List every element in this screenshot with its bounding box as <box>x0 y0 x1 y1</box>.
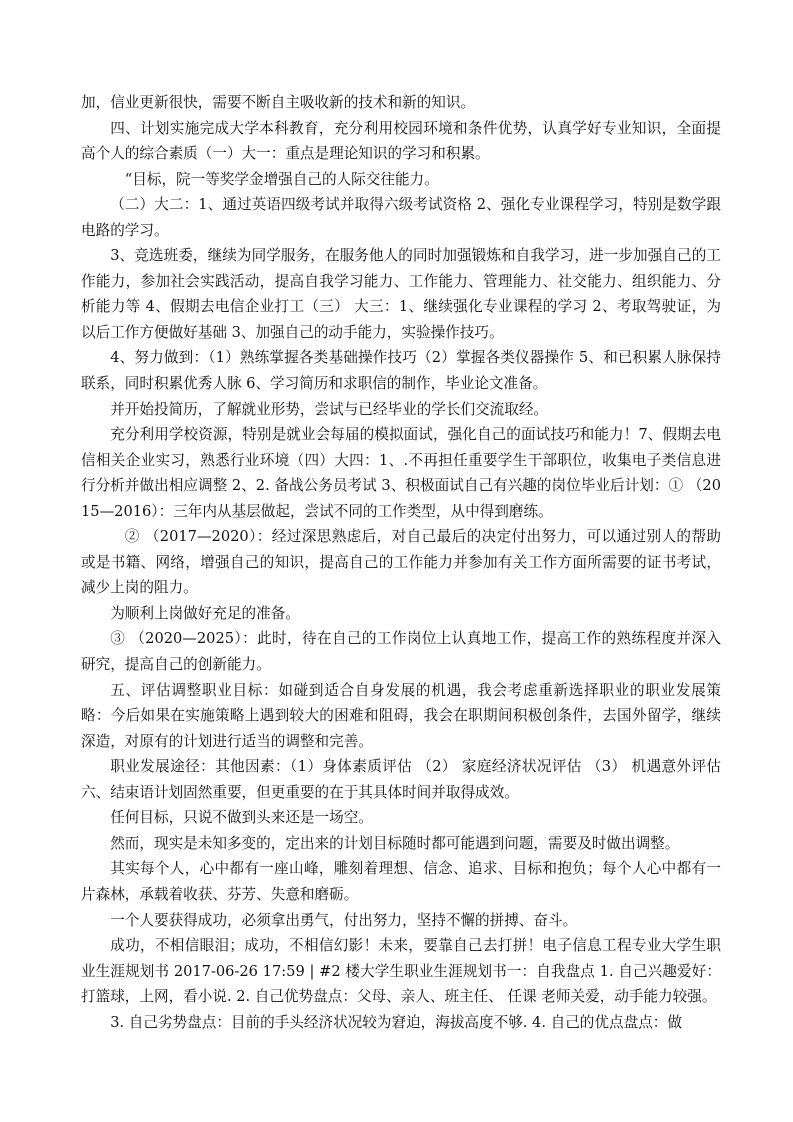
paragraph: 3. 自己劣势盘点：目前的手头经济状况较为窘迫，海拔高度不够. 4. 自己的优点盘点：做 <box>110 1013 682 1031</box>
paragraph: 充分利用学校资源，特别是就业会每届的模拟面试，强化自己的面试技巧和能力！7、假期去电信相关企业实习，熟悉行业环境（四）大四：1、.不再担任重要学生干部职位，收集电子类信息进行分析并做出相应调整 2、2. 备战公务员考试 3、积极面试自己有兴趣的岗位毕业后计划：① （2015—2016）：三年内从基层做起，尝试不同的工作类型，从中得到磨练。 <box>81 426 721 520</box>
paragraph: 4、努力做到：（1）熟练掌握各类基础操作技巧（2）掌握各类仪器操作 5、和已积累人脉保持联系，同时积累优秀人脉 6、学习简历和求职信的制作，毕业论文准备。 <box>81 349 721 393</box>
paragraph: 3、竞选班委，继续为同学服务，在服务他人的同时加强锻炼和自我学习，进一步加强自己的工作能力，参加社会实践活动，提高自我学习能力、工作能力、管理能力、社交能力、组织能力、分析能力等 4、假期去电信企业打工（三） 大三：1、继续强化专业课程的学习 2、考取驾驶证，为以后工作方便做好基础 3、加强自己的动手能力，实验操作技巧。 <box>81 247 721 341</box>
paragraph: “目标，院一等奖学金增强自己的人际交往能力。 <box>124 170 439 188</box>
paragraph: 四、计划实施完成大学本科教育，充分利用校园环境和条件优势，认真学好专业知识，全面提高个人的综合素质（一）大一：重点是理论知识的学习和积累。 <box>81 119 721 163</box>
paragraph: 成功，不相信眼泪；成功，不相信幻影！未来，要靠自己去打拼！电子信息工程专业大学生职业生涯规划书 2017-06-26 17:59 | #2 楼大学生职业生涯规划书一：自我盘点 1. 自己兴趣爱好：打篮球，上网，看小说. 2. 自己优势盘点：父母、亲人、班主任、 任课 老师关爱，动手能力较强。 <box>81 937 721 1006</box>
paragraph: 然而，现实是未知多变的，定出来的计划目标随时都可能遇到问题，需要及时做出调整。 <box>110 834 680 852</box>
paragraph: （二）大二：1、通过英语四级考试并取得六级考试资格 2、强化专业课程学习，特别是数学跟电路的学习。 <box>81 196 721 239</box>
document-body <box>81 90 721 1035</box>
paragraph: ② （2017—2020）：经过深思熟虑后，对自己最后的决定付出努力，可以通过别人的帮助或是书籍、网络，增强自己的知识，提高自己的工作能力并参加有关工作方面所需要的证书考试，减少上岗的阻力。 <box>81 528 721 597</box>
paragraph: 一个人要获得成功，必须拿出勇气，付出努力，坚持不懈的拼搏、奋斗。 <box>110 911 578 929</box>
paragraph: 职业发展途径：其他因素：（1）身体素质评估 （2） 家庭经济状况评估 （3） 机遇意外评估六、结束语计划固然重要，但更重要的在于其具体时间并取得成效。 <box>81 758 721 801</box>
paragraph: 为顺利上岗做好充足的准备。 <box>110 604 300 622</box>
paragraph: ③ （2020—2025）：此时，待在自己的工作岗位上认真地工作，提高工作的熟练程度并深入研究，提高自己的创新能力。 <box>81 630 721 674</box>
paragraph: 并开始投简历，了解就业形势，尝试与已经毕业的学长们交流取经。 <box>110 400 549 418</box>
paragraph: 任何目标，只说不做到头来还是一场空。 <box>110 809 373 827</box>
paragraph: 加，信业更新很快，需要不断自主吸收新的技术和新的知识。 <box>81 94 476 111</box>
paragraph: 其实每个人，心中都有一座山峰，雕刻着理想、信念、追求、目标和抱负；每个人心中都有一片森林，承载着收获、芬芳、失意和磨砺。 <box>81 860 721 903</box>
paragraph: 五、评估调整职业目标：如碰到适合自身发展的机遇，我会考虑重新选择职业的职业发展策略：今后如果在实施策略上遇到较大的困难和阻碍，我会在职期间积极创条件，去国外留学，继续深造，对原有的计划进行适当的调整和完善。 <box>81 681 721 750</box>
